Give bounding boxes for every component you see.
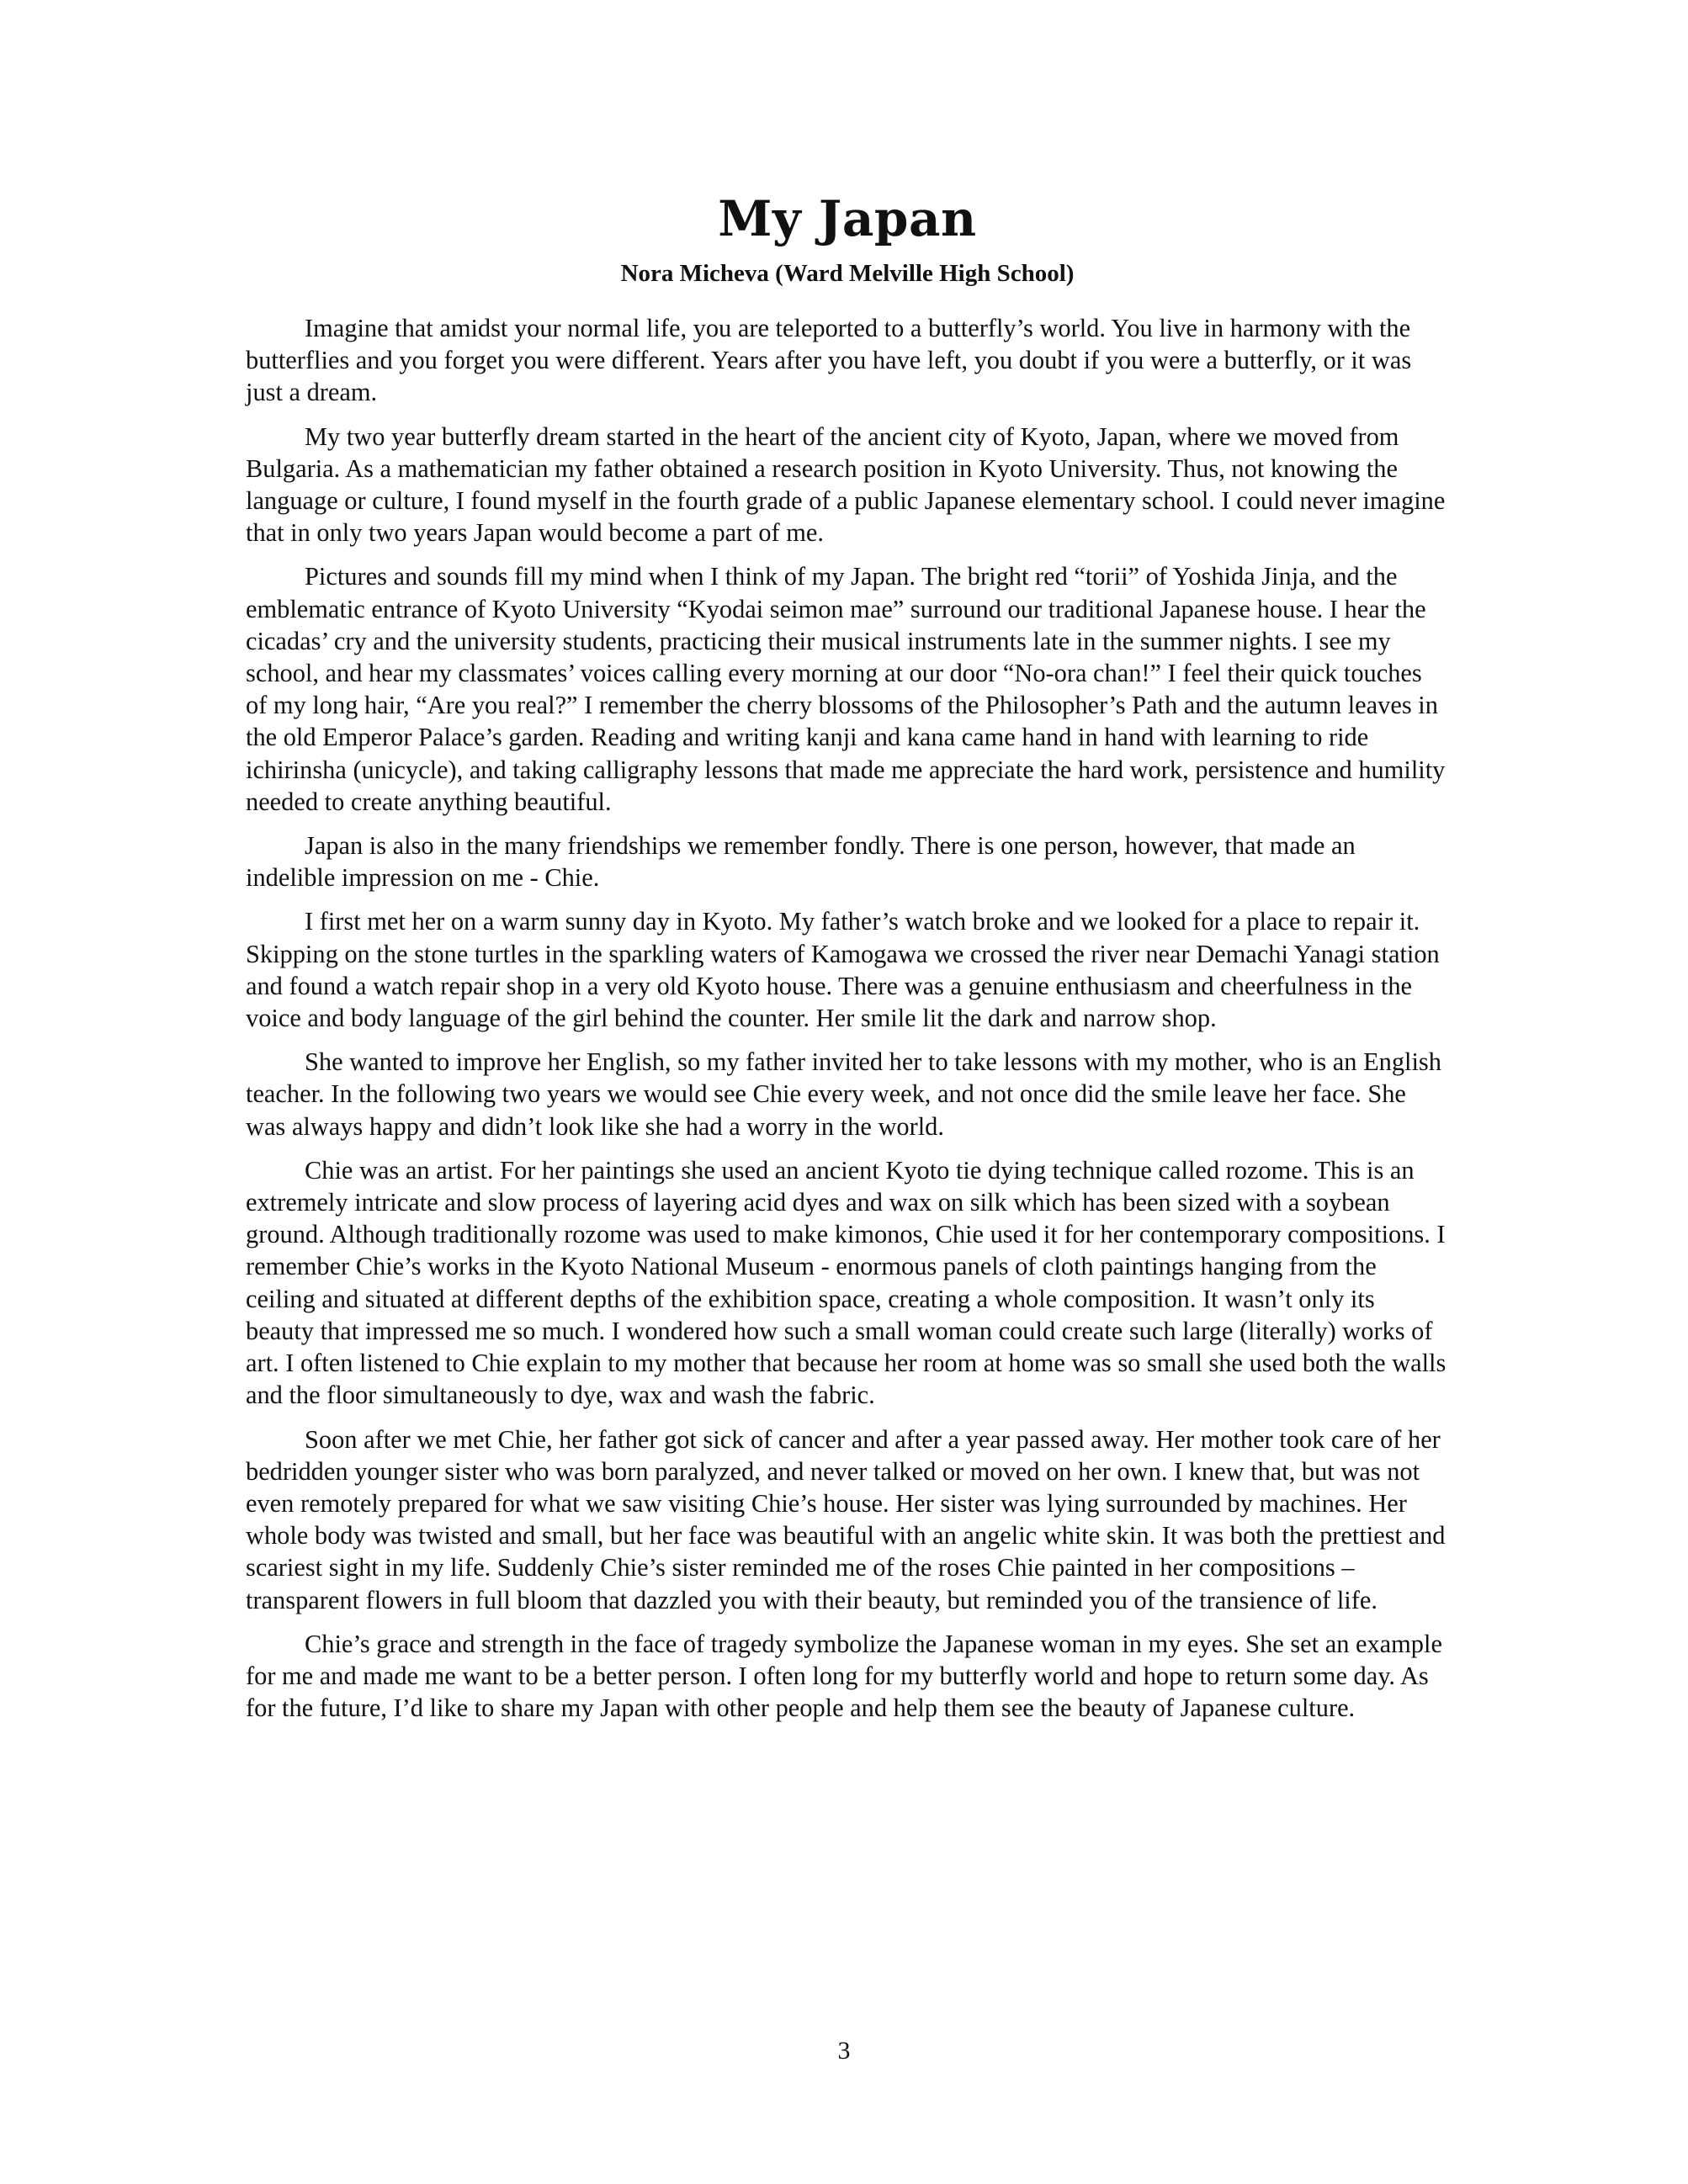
paragraph: Chie was an artist. For her paintings she used an ancient Kyoto tie dying technique called rozome. This is an extremely intricate and slow process of layering acid dyes and wax on silk which has been sized with a soybean ground. Although traditionally rozome was used to make kimonos, Chie used it for her contemporary compositions. I remember Chie’s works in the Kyoto National Museum - enormous panels of cloth paintings hanging from the ceiling and situated at different depths of the exhibition space, creating a whole composition. It wasn’t only its beauty that impressed me so much. I wondered how such a small woman could create such large (literally) works of art. I often listened to Chie explain to my mother that because her room at home was so small she used both the walls and the floor simultaneously to dye, wax and wash the fabric. [246, 1155, 1446, 1410]
page-title: My Japan [718, 190, 977, 247]
author-byline: Nora Micheva (Ward Melville High School) [620, 260, 1075, 287]
paragraph: Pictures and sounds fill my mind when I think of my Japan. The bright red “torii” of Yoshida Jinja, and the emblematic entrance of Kyoto University “Kyodai seimon mae” surround our traditional Japanese house. I hear the cicadas’ cry and the university students, practicing their musical instruments late in the summer nights. I see my school, and hear my classmates’ voices calling every morning at our door “No-ora chan!” I feel their quick touches of my long hair, “Are you real?” I remember the cherry blossoms of the Philosopher’s Path and the autumn leaves in the old Emperor Palace’s garden. Reading and writing kanji and kana came hand in hand with learning to ride ichirinsha (unicycle), and taking calligraphy lessons that made me appreciate the hard work, persistence and humility needed to create anything beautiful. [246, 562, 1446, 816]
paragraph: Chie’s grace and strength in the face of tragedy symbolize the Japanese woman in my eyes. She set an example for me and made me want to be a better person. I often long for my butterfly world and hope to return some day. As for the future, I’d like to share my Japan with other people and help them see the beauty of Japanese culture. [246, 1629, 1442, 1723]
paragraph: My two year butterfly dream started in the heart of the ancient city of Kyoto, Japan, where we moved from Bulgaria. As a mathematician my father obtained a research position in Kyoto University. Thus, not knowing the language or culture, I found myself in the fourth grade of a public Japanese elementary school. I could never imagine that in only two years Japan would become a part of me. [246, 421, 1446, 548]
page-number: 3 [837, 2037, 851, 2065]
paragraph: I first met her on a warm sunny day in Kyoto. My father’s watch broke and we looked for a place to repair it. Skipping on the stone turtles in the sparkling waters of Kamogawa we crossed the river near Demachi Yanagi station and found a watch repair shop in a very old Kyoto house. There was a genuine enthusiasm and cheerfulness in the voice and body language of the girl behind the counter. Her smile lit the dark and narrow shop. [246, 907, 1440, 1033]
paragraph: She wanted to improve her English, so my father invited her to take lessons with my mother, who is an English teacher. In the following two years we would see Chie every week, and not once did the smile leave her face. She was always happy and didn’t look like she had a worry in the world. [246, 1047, 1441, 1141]
paragraph: Imagine that amidst your normal life, you are teleported to a butterfly’s world. You live in harmony with the butterflies and you forget you were different. Years after you have left, you doubt if you were a butterfly, or it was just a dream. [246, 314, 1412, 407]
document-page [246, 189, 1449, 1736]
paragraph: Soon after we met Chie, her father got sick of cancer and after a year passed away. Her mother took care of her bedridden younger sister who was born paralyzed, and never talked or moved on her own. I knew that, but was not even remotely prepared for what we saw visiting Chie’s house. Her sister was lying surrounded by machines. Her whole body was twisted and small, but her face was beautiful with an angelic white skin. It was both the prettiest and scariest sight in my life. Suddenly Chie’s sister reminded me of the roses Chie painted in her compositions – transparent flowers in full bloom that dazzled you with their beauty, but reminded you of the transience of life. [246, 1424, 1446, 1614]
paragraph: Japan is also in the many friendships we remember fondly. There is one person, however, that made an indelible impression on me - Chie. [246, 831, 1356, 893]
